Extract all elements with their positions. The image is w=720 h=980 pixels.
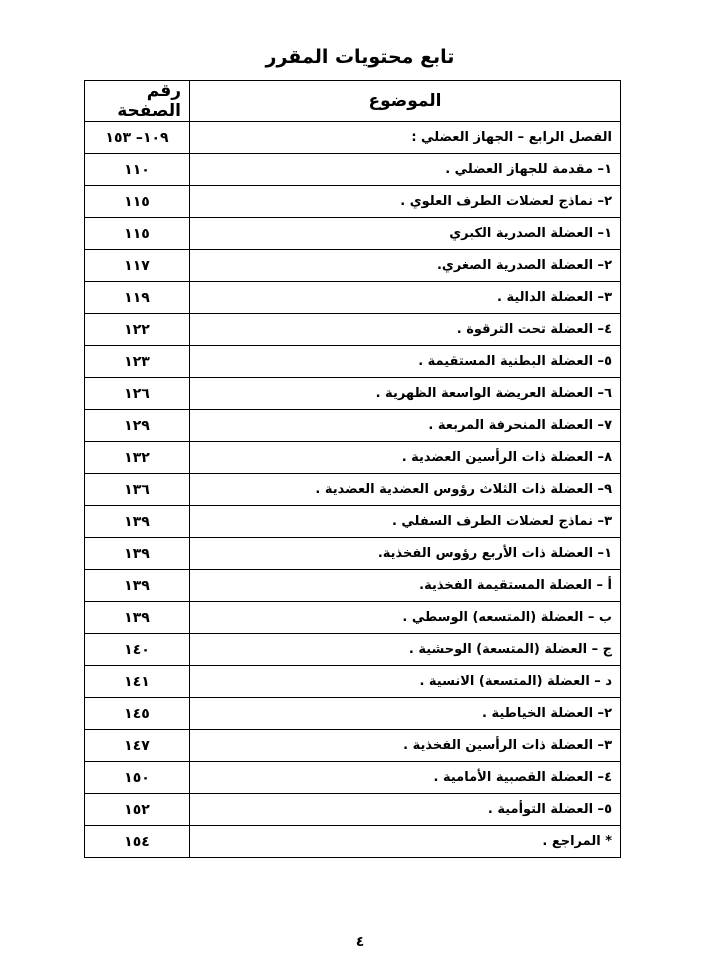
row-page-number: ١٤٥: [85, 698, 190, 730]
row-page-number: ١١٠: [85, 154, 190, 186]
row-page-number: ١٥٢: [85, 794, 190, 826]
row-page-number: ١١٩: [85, 282, 190, 314]
row-topic: الفصل الرابع – الجهاز العضلي :: [190, 122, 621, 154]
table-row: [85, 762, 621, 794]
table-row: [85, 634, 621, 666]
row-page-number: ١٤٠: [85, 634, 190, 666]
table-row: [85, 730, 621, 762]
table-row: [85, 122, 621, 154]
row-page-number: ١٠٩– ١٥٣: [85, 122, 190, 154]
row-topic: ١– مقدمة للجهاز العضلي .: [190, 154, 621, 186]
table-row: [85, 218, 621, 250]
row-page-number: ١٥٠: [85, 762, 190, 794]
table-row: [85, 474, 621, 506]
table-row: [85, 698, 621, 730]
row-page-number: ١١٧: [85, 250, 190, 282]
row-page-number: ١٣٢: [85, 442, 190, 474]
row-page-number: ١١٥: [85, 218, 190, 250]
row-page-number: ١٤٧: [85, 730, 190, 762]
row-page-number: ١٢٦: [85, 378, 190, 410]
row-page-number: ١٢٩: [85, 410, 190, 442]
row-topic: ٨– العضلة ذات الرأسين العضدية .: [190, 442, 621, 474]
page-column-header: رقم الصفحة: [85, 81, 190, 122]
row-page-number: ١٣٩: [85, 602, 190, 634]
table-row: [85, 826, 621, 858]
table-row: [85, 250, 621, 282]
table-row: [85, 538, 621, 570]
page-number: ٤: [355, 934, 365, 950]
table-header-row: [85, 81, 621, 122]
row-topic: ٩– العضلة ذات الثلاث رؤوس العضدية العضدية .: [190, 474, 621, 506]
row-page-number: ١٣٦: [85, 474, 190, 506]
contents-table: [84, 80, 621, 858]
row-page-number: ١١٥: [85, 186, 190, 218]
table-row: [85, 314, 621, 346]
row-topic: ٤– العضلة القصبية الأمامية .: [190, 762, 621, 794]
row-topic: ٧– العضلة المنحرفة المربعة .: [190, 410, 621, 442]
row-topic: ٣– نماذج لعضلات الطرف السفلي .: [190, 506, 621, 538]
row-topic: ٣– العضلة ذات الرأسين الفخذية .: [190, 730, 621, 762]
row-page-number: ١٢٣: [85, 346, 190, 378]
topic-column-header: الموضوع: [190, 81, 621, 122]
row-topic: ١– العضلة الصدرية الكبري: [190, 218, 621, 250]
row-topic: ٢– نماذج لعضلات الطرف العلوي .: [190, 186, 621, 218]
table-row: [85, 442, 621, 474]
row-topic: ١– العضلة ذات الأربع رؤوس الفخذية.: [190, 538, 621, 570]
row-topic: ٣– العضلة الدالية .: [190, 282, 621, 314]
row-page-number: ١٣٩: [85, 570, 190, 602]
row-topic: * المراجع .: [190, 826, 621, 858]
row-page-number: ١٣٩: [85, 506, 190, 538]
row-topic: ج – العضلة (المتسعة) الوحشية .: [190, 634, 621, 666]
row-page-number: ١٢٢: [85, 314, 190, 346]
table-row: [85, 602, 621, 634]
row-page-number: ١٣٩: [85, 538, 190, 570]
table-row: [85, 282, 621, 314]
row-topic: ٦– العضلة العريضة الواسعة الظهرية .: [190, 378, 621, 410]
row-page-number: ١٥٤: [85, 826, 190, 858]
page-title: تابع محتويات المقرر: [265, 46, 455, 68]
table-row: [85, 410, 621, 442]
row-topic: ٥– العضلة التوأمية .: [190, 794, 621, 826]
table-body: [85, 122, 621, 858]
table-row: [85, 506, 621, 538]
table-row: [85, 794, 621, 826]
row-topic: ٤– العضلة تحت الترقوة .: [190, 314, 621, 346]
row-topic: ٢– العضلة الصدرية الصغري.: [190, 250, 621, 282]
row-page-number: ١٤١: [85, 666, 190, 698]
row-topic: ٥– العضلة البطنية المستقيمة .: [190, 346, 621, 378]
table-row: [85, 666, 621, 698]
row-topic: أ – العضلة المستقيمة الفخذية.: [190, 570, 621, 602]
table-row: [85, 186, 621, 218]
row-topic: ب – العضلة (المتسعه) الوسطي .: [190, 602, 621, 634]
row-topic: د – العضلة (المتسعة) الانسية .: [190, 666, 621, 698]
table-row: [85, 154, 621, 186]
table-row: [85, 378, 621, 410]
table-row: [85, 346, 621, 378]
row-topic: ٢– العضلة الخياطية .: [190, 698, 621, 730]
table-row: [85, 570, 621, 602]
